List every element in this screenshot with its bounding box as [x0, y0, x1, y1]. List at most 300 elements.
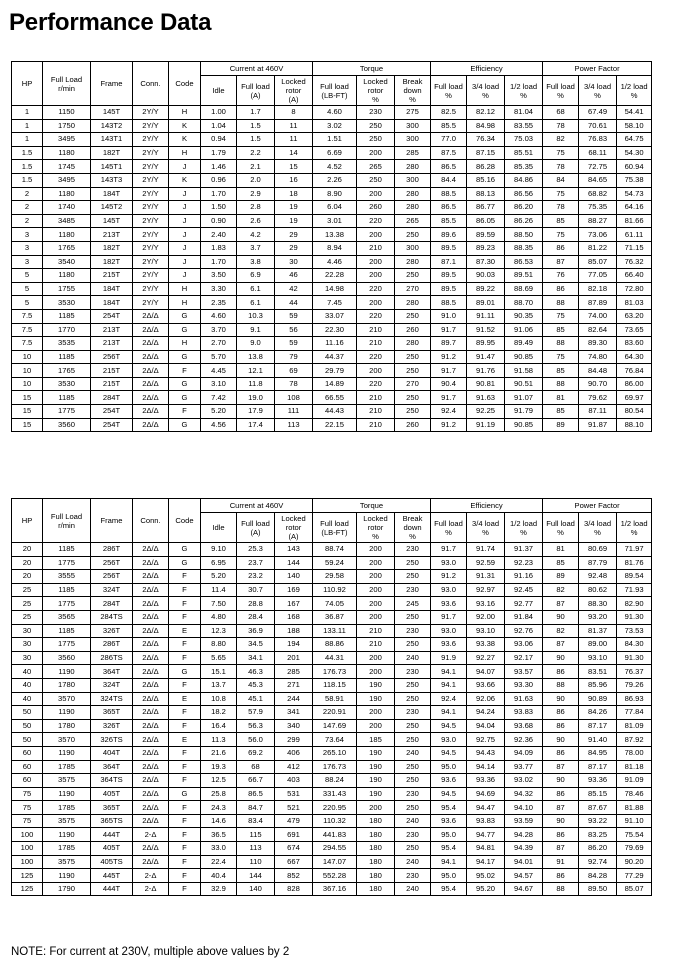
code-cell: F: [169, 678, 201, 692]
power-factor-3-4-load-cell: 87.17: [579, 760, 617, 774]
power-factor-full-load-cell: 82: [543, 624, 579, 638]
current-idle-cell: 1.46: [201, 160, 237, 174]
efficiency-1-2-load-cell: 93.77: [505, 760, 543, 774]
current-idle-cell: 1.04: [201, 119, 237, 133]
full-load-rpm-cell: 1190: [43, 787, 91, 801]
torque-breakdown-cell: 250: [395, 760, 431, 774]
full-load-rpm-cell: 3555: [43, 570, 91, 584]
efficiency-subheader-3: 1/2 load %: [505, 513, 543, 543]
table-row: [12, 364, 652, 378]
conn-cell: 2Δ/Δ: [133, 692, 169, 706]
torque-locked-rotor-cell: 250: [357, 173, 395, 187]
conn-cell: 2Y/Y: [133, 214, 169, 228]
current-full-load-cell: 19.0: [237, 391, 275, 405]
page-title: Performance Data: [9, 9, 212, 36]
power-factor-3-4-load-cell: 88.27: [579, 214, 617, 228]
table-row: [12, 337, 652, 351]
power-factor-full-load-cell: 86: [543, 706, 579, 720]
current-full-load-cell: 68: [237, 760, 275, 774]
current-locked-rotor-cell: 44: [275, 296, 313, 310]
power-factor-full-load-cell: 90: [543, 733, 579, 747]
power-factor-3-4-load-cell: 87.11: [579, 405, 617, 419]
current-locked-rotor-cell: 14: [275, 146, 313, 160]
efficiency-full-load-cell: 91.0: [431, 309, 467, 323]
code-cell: J: [169, 214, 201, 228]
efficiency-full-load-cell: 89.5: [431, 241, 467, 255]
power-factor-subheader-2: 3/4 load %: [579, 76, 617, 106]
efficiency-3-4-load-cell: 84.98: [467, 119, 505, 133]
torque-full-load-cell: 22.30: [313, 323, 357, 337]
torque-breakdown-cell: 300: [395, 119, 431, 133]
efficiency-full-load-cell: 93.6: [431, 638, 467, 652]
table-row: [12, 405, 652, 419]
current-idle-cell: 32.9: [201, 882, 237, 896]
power-factor-3-4-load-cell: 84.95: [579, 746, 617, 760]
efficiency-1-2-load-cell: 93.30: [505, 678, 543, 692]
efficiency-1-2-load-cell: 91.58: [505, 364, 543, 378]
efficiency-3-4-load-cell: 86.77: [467, 201, 505, 215]
table-row: [12, 214, 652, 228]
efficiency-3-4-load-cell: 94.07: [467, 665, 505, 679]
power-factor-3-4-load-cell: 87.17: [579, 719, 617, 733]
table-row: [12, 377, 652, 391]
current-full-load-cell: 6.1: [237, 296, 275, 310]
frame-cell: 365T: [91, 801, 133, 815]
efficiency-1-2-load-cell: 94.10: [505, 801, 543, 815]
table-row: [12, 418, 652, 432]
current-idle-cell: 1.79: [201, 146, 237, 160]
hp-cell: 3: [12, 255, 43, 269]
full-load-rpm-cell: 3575: [43, 855, 91, 869]
hp-cell: 1: [12, 106, 43, 120]
efficiency-1-2-load-cell: 89.49: [505, 337, 543, 351]
efficiency-3-4-load-cell: 93.83: [467, 814, 505, 828]
frame-cell: 286TS: [91, 651, 133, 665]
full-load-rpm-cell: 3575: [43, 774, 91, 788]
torque-locked-rotor-cell: 230: [357, 106, 395, 120]
full-load-rpm-cell: 3565: [43, 610, 91, 624]
frame-cell: 256T: [91, 350, 133, 364]
table-row: [12, 160, 652, 174]
efficiency-3-4-load-cell: 94.43: [467, 746, 505, 760]
power-factor-full-load-cell: 89: [543, 418, 579, 432]
power-factor-full-load-cell: 86: [543, 665, 579, 679]
torque-locked-rotor-cell: 200: [357, 706, 395, 720]
current-full-load-cell: 45.3: [237, 678, 275, 692]
current-locked-rotor-cell: 667: [275, 855, 313, 869]
torque-full-load-cell: 29.58: [313, 570, 357, 584]
power-factor-3-4-load-cell: 89.00: [579, 638, 617, 652]
conn-cell: 2Δ/Δ: [133, 337, 169, 351]
conn-cell: 2Y/Y: [133, 269, 169, 283]
current-idle-cell: 7.50: [201, 597, 237, 611]
current-full-load-cell: 2.1: [237, 160, 275, 174]
current-full-load-cell: 3.7: [237, 241, 275, 255]
power-factor-1-2-load-cell: 91.10: [617, 814, 652, 828]
frame-cell: 326T: [91, 624, 133, 638]
torque-locked-rotor-cell: 200: [357, 255, 395, 269]
power-factor-full-load-cell: 86: [543, 719, 579, 733]
efficiency-full-load-cell: 91.2: [431, 570, 467, 584]
efficiency-full-load-cell: 95.0: [431, 760, 467, 774]
torque-breakdown-cell: 300: [395, 241, 431, 255]
torque-full-load-cell: 110.92: [313, 583, 357, 597]
efficiency-3-4-load-cell: 91.11: [467, 309, 505, 323]
power-factor-full-load-cell: 78: [543, 119, 579, 133]
power-factor-full-load-cell: 87: [543, 760, 579, 774]
torque-breakdown-cell: 260: [395, 418, 431, 432]
torque-breakdown-cell: 250: [395, 692, 431, 706]
efficiency-1-2-load-cell: 88.69: [505, 282, 543, 296]
current-locked-rotor-cell: 285: [275, 665, 313, 679]
torque-full-load-cell: 133.11: [313, 624, 357, 638]
code-cell: J: [169, 160, 201, 174]
efficiency-3-4-load-cell: 89.23: [467, 241, 505, 255]
efficiency-3-4-load-cell: 94.04: [467, 719, 505, 733]
power-factor-full-load-cell: 88: [543, 678, 579, 692]
current-idle-cell: 3.10: [201, 377, 237, 391]
power-factor-header: Power Factor: [543, 499, 652, 513]
hp-cell: 10: [12, 350, 43, 364]
torque-locked-rotor-cell: 200: [357, 228, 395, 242]
full-load-rpm-cell: 1775: [43, 638, 91, 652]
hp-cell: 125: [12, 882, 43, 896]
efficiency-full-load-cell: 89.7: [431, 337, 467, 351]
code-cell: G: [169, 323, 201, 337]
hp-cell: 2: [12, 201, 43, 215]
torque-subheader-3: Break down %: [395, 513, 431, 543]
efficiency-1-2-load-cell: 88.70: [505, 296, 543, 310]
power-factor-1-2-load-cell: 86.93: [617, 692, 652, 706]
power-factor-full-load-cell: 90: [543, 692, 579, 706]
frame-cell: 364T: [91, 665, 133, 679]
full-load-rpm-cell: 3560: [43, 418, 91, 432]
current-full-load-cell: 2.0: [237, 173, 275, 187]
efficiency-full-load-cell: 93.0: [431, 624, 467, 638]
current-locked-rotor-cell: 143: [275, 543, 313, 557]
code-cell: F: [169, 706, 201, 720]
code-cell: J: [169, 228, 201, 242]
torque-locked-rotor-cell: 200: [357, 719, 395, 733]
current-full-load-cell: 34.1: [237, 651, 275, 665]
efficiency-subheader-3: 1/2 load %: [505, 76, 543, 106]
efficiency-1-2-load-cell: 93.83: [505, 706, 543, 720]
table-row: [12, 638, 652, 652]
torque-breakdown-cell: 230: [395, 828, 431, 842]
current-locked-rotor-cell: 521: [275, 801, 313, 815]
power-factor-1-2-load-cell: 79.69: [617, 842, 652, 856]
power-factor-full-load-cell: 87: [543, 255, 579, 269]
efficiency-3-4-load-cell: 91.74: [467, 543, 505, 557]
torque-full-load-cell: 6.69: [313, 146, 357, 160]
frame-cell: 324T: [91, 583, 133, 597]
code-cell: E: [169, 692, 201, 706]
torque-breakdown-cell: 250: [395, 405, 431, 419]
table-row: [12, 391, 652, 405]
full-load-rpm-cell: 1185: [43, 624, 91, 638]
torque-full-load-cell: 8.90: [313, 187, 357, 201]
torque-locked-rotor-cell: 210: [357, 241, 395, 255]
table-row: [12, 119, 652, 133]
frame-cell: 213T: [91, 228, 133, 242]
current-full-load-cell: 2.9: [237, 187, 275, 201]
power-factor-3-4-load-cell: 84.28: [579, 869, 617, 883]
hp-cell: 25: [12, 610, 43, 624]
code-cell: F: [169, 719, 201, 733]
efficiency-1-2-load-cell: 91.84: [505, 610, 543, 624]
efficiency-3-4-load-cell: 92.06: [467, 692, 505, 706]
code-header: Code: [169, 499, 201, 543]
efficiency-full-load-cell: 82.5: [431, 106, 467, 120]
torque-subheader-1: Full load (LB-FT): [313, 76, 357, 106]
current-full-load-cell: 113: [237, 842, 275, 856]
efficiency-full-load-cell: 87.5: [431, 146, 467, 160]
full-load-rpm-cell: 1765: [43, 241, 91, 255]
current-locked-rotor-cell: 194: [275, 638, 313, 652]
conn-cell: 2Y/Y: [133, 160, 169, 174]
current-full-load-cell: 17.4: [237, 418, 275, 432]
power-factor-3-4-load-cell: 91.40: [579, 733, 617, 747]
frame-cell: 324T: [91, 678, 133, 692]
power-factor-1-2-load-cell: 77.29: [617, 869, 652, 883]
conn-cell: 2Δ/Δ: [133, 583, 169, 597]
torque-locked-rotor-cell: 200: [357, 269, 395, 283]
power-factor-3-4-load-cell: 77.05: [579, 269, 617, 283]
current-idle-cell: 2.70: [201, 337, 237, 351]
table-row: [12, 583, 652, 597]
efficiency-1-2-load-cell: 81.04: [505, 106, 543, 120]
current-locked-rotor-cell: 11: [275, 119, 313, 133]
full-load-rpm-header: Full Load r/min: [43, 499, 91, 543]
torque-breakdown-cell: 275: [395, 106, 431, 120]
efficiency-3-4-load-cell: 93.66: [467, 678, 505, 692]
efficiency-1-2-load-cell: 92.77: [505, 597, 543, 611]
power-factor-full-load-cell: 88: [543, 882, 579, 896]
hp-cell: 20: [12, 556, 43, 570]
full-load-rpm-cell: 1190: [43, 706, 91, 720]
efficiency-1-2-load-cell: 92.36: [505, 733, 543, 747]
conn-cell: 2Δ/Δ: [133, 610, 169, 624]
torque-full-load-cell: 552.28: [313, 869, 357, 883]
frame-cell: 404T: [91, 746, 133, 760]
conn-cell: 2Δ/Δ: [133, 706, 169, 720]
efficiency-full-load-cell: 94.1: [431, 855, 467, 869]
code-cell: F: [169, 814, 201, 828]
torque-breakdown-cell: 280: [395, 201, 431, 215]
power-factor-1-2-load-cell: 60.94: [617, 160, 652, 174]
table-row: [12, 733, 652, 747]
torque-full-load-cell: 4.60: [313, 106, 357, 120]
power-factor-3-4-load-cell: 93.36: [579, 774, 617, 788]
efficiency-subheader-2: 3/4 load %: [467, 513, 505, 543]
conn-cell: 2Δ/Δ: [133, 543, 169, 557]
power-factor-1-2-load-cell: 81.18: [617, 760, 652, 774]
torque-breakdown-cell: 280: [395, 255, 431, 269]
table-row: [12, 774, 652, 788]
current-locked-rotor-cell: 201: [275, 651, 313, 665]
power-factor-full-load-cell: 88: [543, 337, 579, 351]
frame-cell: 326T: [91, 719, 133, 733]
current-idle-cell: 8.80: [201, 638, 237, 652]
current-locked-rotor-cell: 144: [275, 556, 313, 570]
torque-locked-rotor-cell: 190: [357, 774, 395, 788]
power-factor-1-2-load-cell: 63.20: [617, 309, 652, 323]
torque-locked-rotor-cell: 210: [357, 638, 395, 652]
efficiency-full-load-cell: 91.7: [431, 610, 467, 624]
efficiency-full-load-cell: 84.4: [431, 173, 467, 187]
current-idle-cell: 0.90: [201, 214, 237, 228]
current-full-load-cell: 12.1: [237, 364, 275, 378]
efficiency-subheader-1: Full load %: [431, 513, 467, 543]
hp-cell: 60: [12, 760, 43, 774]
power-factor-full-load-cell: 91: [543, 855, 579, 869]
current-idle-cell: 12.3: [201, 624, 237, 638]
power-factor-1-2-load-cell: 69.97: [617, 391, 652, 405]
power-factor-1-2-load-cell: 72.80: [617, 282, 652, 296]
conn-cell: 2Y/Y: [133, 133, 169, 147]
code-cell: F: [169, 801, 201, 815]
hp-cell: 25: [12, 597, 43, 611]
power-factor-3-4-load-cell: 92.74: [579, 855, 617, 869]
torque-breakdown-cell: 240: [395, 882, 431, 896]
code-cell: F: [169, 746, 201, 760]
frame-cell: 445T: [91, 869, 133, 883]
torque-full-load-cell: 59.24: [313, 556, 357, 570]
hp-cell: 5: [12, 282, 43, 296]
power-factor-1-2-load-cell: 91.30: [617, 651, 652, 665]
hp-cell: 50: [12, 706, 43, 720]
torque-full-load-cell: 441.83: [313, 828, 357, 842]
power-factor-full-load-cell: 75: [543, 146, 579, 160]
current-locked-rotor-cell: 340: [275, 719, 313, 733]
torque-full-load-cell: 176.73: [313, 665, 357, 679]
hp-cell: 5: [12, 269, 43, 283]
current-full-load-cell: 56.0: [237, 733, 275, 747]
power-factor-full-load-cell: 78: [543, 201, 579, 215]
power-factor-1-2-load-cell: 66.40: [617, 269, 652, 283]
power-factor-full-load-cell: 75: [543, 187, 579, 201]
efficiency-1-2-load-cell: 91.63: [505, 692, 543, 706]
code-cell: H: [169, 282, 201, 296]
conn-cell: 2Δ/Δ: [133, 801, 169, 815]
conn-cell: 2Y/Y: [133, 173, 169, 187]
power-factor-full-load-cell: 78: [543, 160, 579, 174]
efficiency-3-4-load-cell: 93.16: [467, 597, 505, 611]
power-factor-full-load-cell: 68: [543, 106, 579, 120]
frame-cell: 254T: [91, 405, 133, 419]
power-factor-3-4-load-cell: 79.62: [579, 391, 617, 405]
current-idle-cell: 18.2: [201, 706, 237, 720]
performance-table-2: [11, 498, 652, 896]
current-locked-rotor-cell: 412: [275, 760, 313, 774]
current-idle-cell: 2.35: [201, 296, 237, 310]
hp-cell: 75: [12, 801, 43, 815]
full-load-rpm-cell: 1750: [43, 119, 91, 133]
current-header: Current at 460V: [201, 62, 313, 76]
current-locked-rotor-cell: 29: [275, 228, 313, 242]
code-cell: J: [169, 255, 201, 269]
efficiency-3-4-load-cell: 94.47: [467, 801, 505, 815]
conn-cell: 2Δ/Δ: [133, 405, 169, 419]
current-idle-cell: 11.3: [201, 733, 237, 747]
torque-locked-rotor-cell: 180: [357, 842, 395, 856]
full-load-rpm-cell: 3495: [43, 133, 91, 147]
table-row: [12, 706, 652, 720]
efficiency-subheader-2: 3/4 load %: [467, 76, 505, 106]
performance-table-1: [11, 61, 652, 432]
table-row: [12, 255, 652, 269]
code-cell: H: [169, 146, 201, 160]
hp-cell: 3: [12, 241, 43, 255]
efficiency-1-2-load-cell: 91.07: [505, 391, 543, 405]
power-factor-full-load-cell: 85: [543, 323, 579, 337]
conn-cell: 2Δ/Δ: [133, 814, 169, 828]
efficiency-3-4-load-cell: 93.38: [467, 638, 505, 652]
code-cell: G: [169, 556, 201, 570]
torque-subheader-1: Full load (LB-FT): [313, 513, 357, 543]
hp-cell: 30: [12, 624, 43, 638]
torque-locked-rotor-cell: 190: [357, 678, 395, 692]
frame-cell: 405TS: [91, 855, 133, 869]
hp-cell: 60: [12, 774, 43, 788]
conn-cell: 2Y/Y: [133, 201, 169, 215]
efficiency-full-load-cell: 94.1: [431, 665, 467, 679]
efficiency-full-load-cell: 91.2: [431, 418, 467, 432]
table-row: [12, 787, 652, 801]
frame-cell: 184T: [91, 282, 133, 296]
torque-breakdown-cell: 250: [395, 269, 431, 283]
power-factor-subheader-1: Full load %: [543, 513, 579, 543]
hp-cell: 1.5: [12, 160, 43, 174]
hp-cell: 15: [12, 405, 43, 419]
current-subheader-3: Locked rotor (A): [275, 76, 313, 106]
full-load-rpm-cell: 1775: [43, 405, 91, 419]
table-row: [12, 201, 652, 215]
efficiency-3-4-load-cell: 92.59: [467, 556, 505, 570]
current-full-load-cell: 34.5: [237, 638, 275, 652]
table-row: [12, 597, 652, 611]
power-factor-full-load-cell: 85: [543, 556, 579, 570]
hp-cell: 5: [12, 296, 43, 310]
efficiency-1-2-load-cell: 88.50: [505, 228, 543, 242]
efficiency-full-load-cell: 92.4: [431, 405, 467, 419]
power-factor-3-4-load-cell: 75.35: [579, 201, 617, 215]
torque-breakdown-cell: 280: [395, 296, 431, 310]
full-load-rpm-cell: 3570: [43, 733, 91, 747]
full-load-rpm-cell: 3560: [43, 651, 91, 665]
code-cell: F: [169, 597, 201, 611]
torque-full-load-cell: 33.07: [313, 309, 357, 323]
power-factor-3-4-load-cell: 87.89: [579, 296, 617, 310]
hp-cell: 2: [12, 214, 43, 228]
efficiency-3-4-load-cell: 94.81: [467, 842, 505, 856]
torque-breakdown-cell: 230: [395, 706, 431, 720]
hp-cell: 100: [12, 828, 43, 842]
current-idle-cell: 24.3: [201, 801, 237, 815]
table-row: [12, 146, 652, 160]
full-load-rpm-cell: 1180: [43, 187, 91, 201]
current-idle-cell: 21.6: [201, 746, 237, 760]
power-factor-3-4-load-cell: 83.25: [579, 828, 617, 842]
torque-breakdown-cell: 300: [395, 173, 431, 187]
hp-cell: 1.5: [12, 146, 43, 160]
power-factor-1-2-load-cell: 81.88: [617, 801, 652, 815]
current-idle-cell: 3.70: [201, 323, 237, 337]
power-factor-3-4-load-cell: 68.82: [579, 187, 617, 201]
efficiency-full-load-cell: 89.5: [431, 282, 467, 296]
efficiency-subheader-1: Full load %: [431, 76, 467, 106]
current-locked-rotor-cell: 531: [275, 787, 313, 801]
